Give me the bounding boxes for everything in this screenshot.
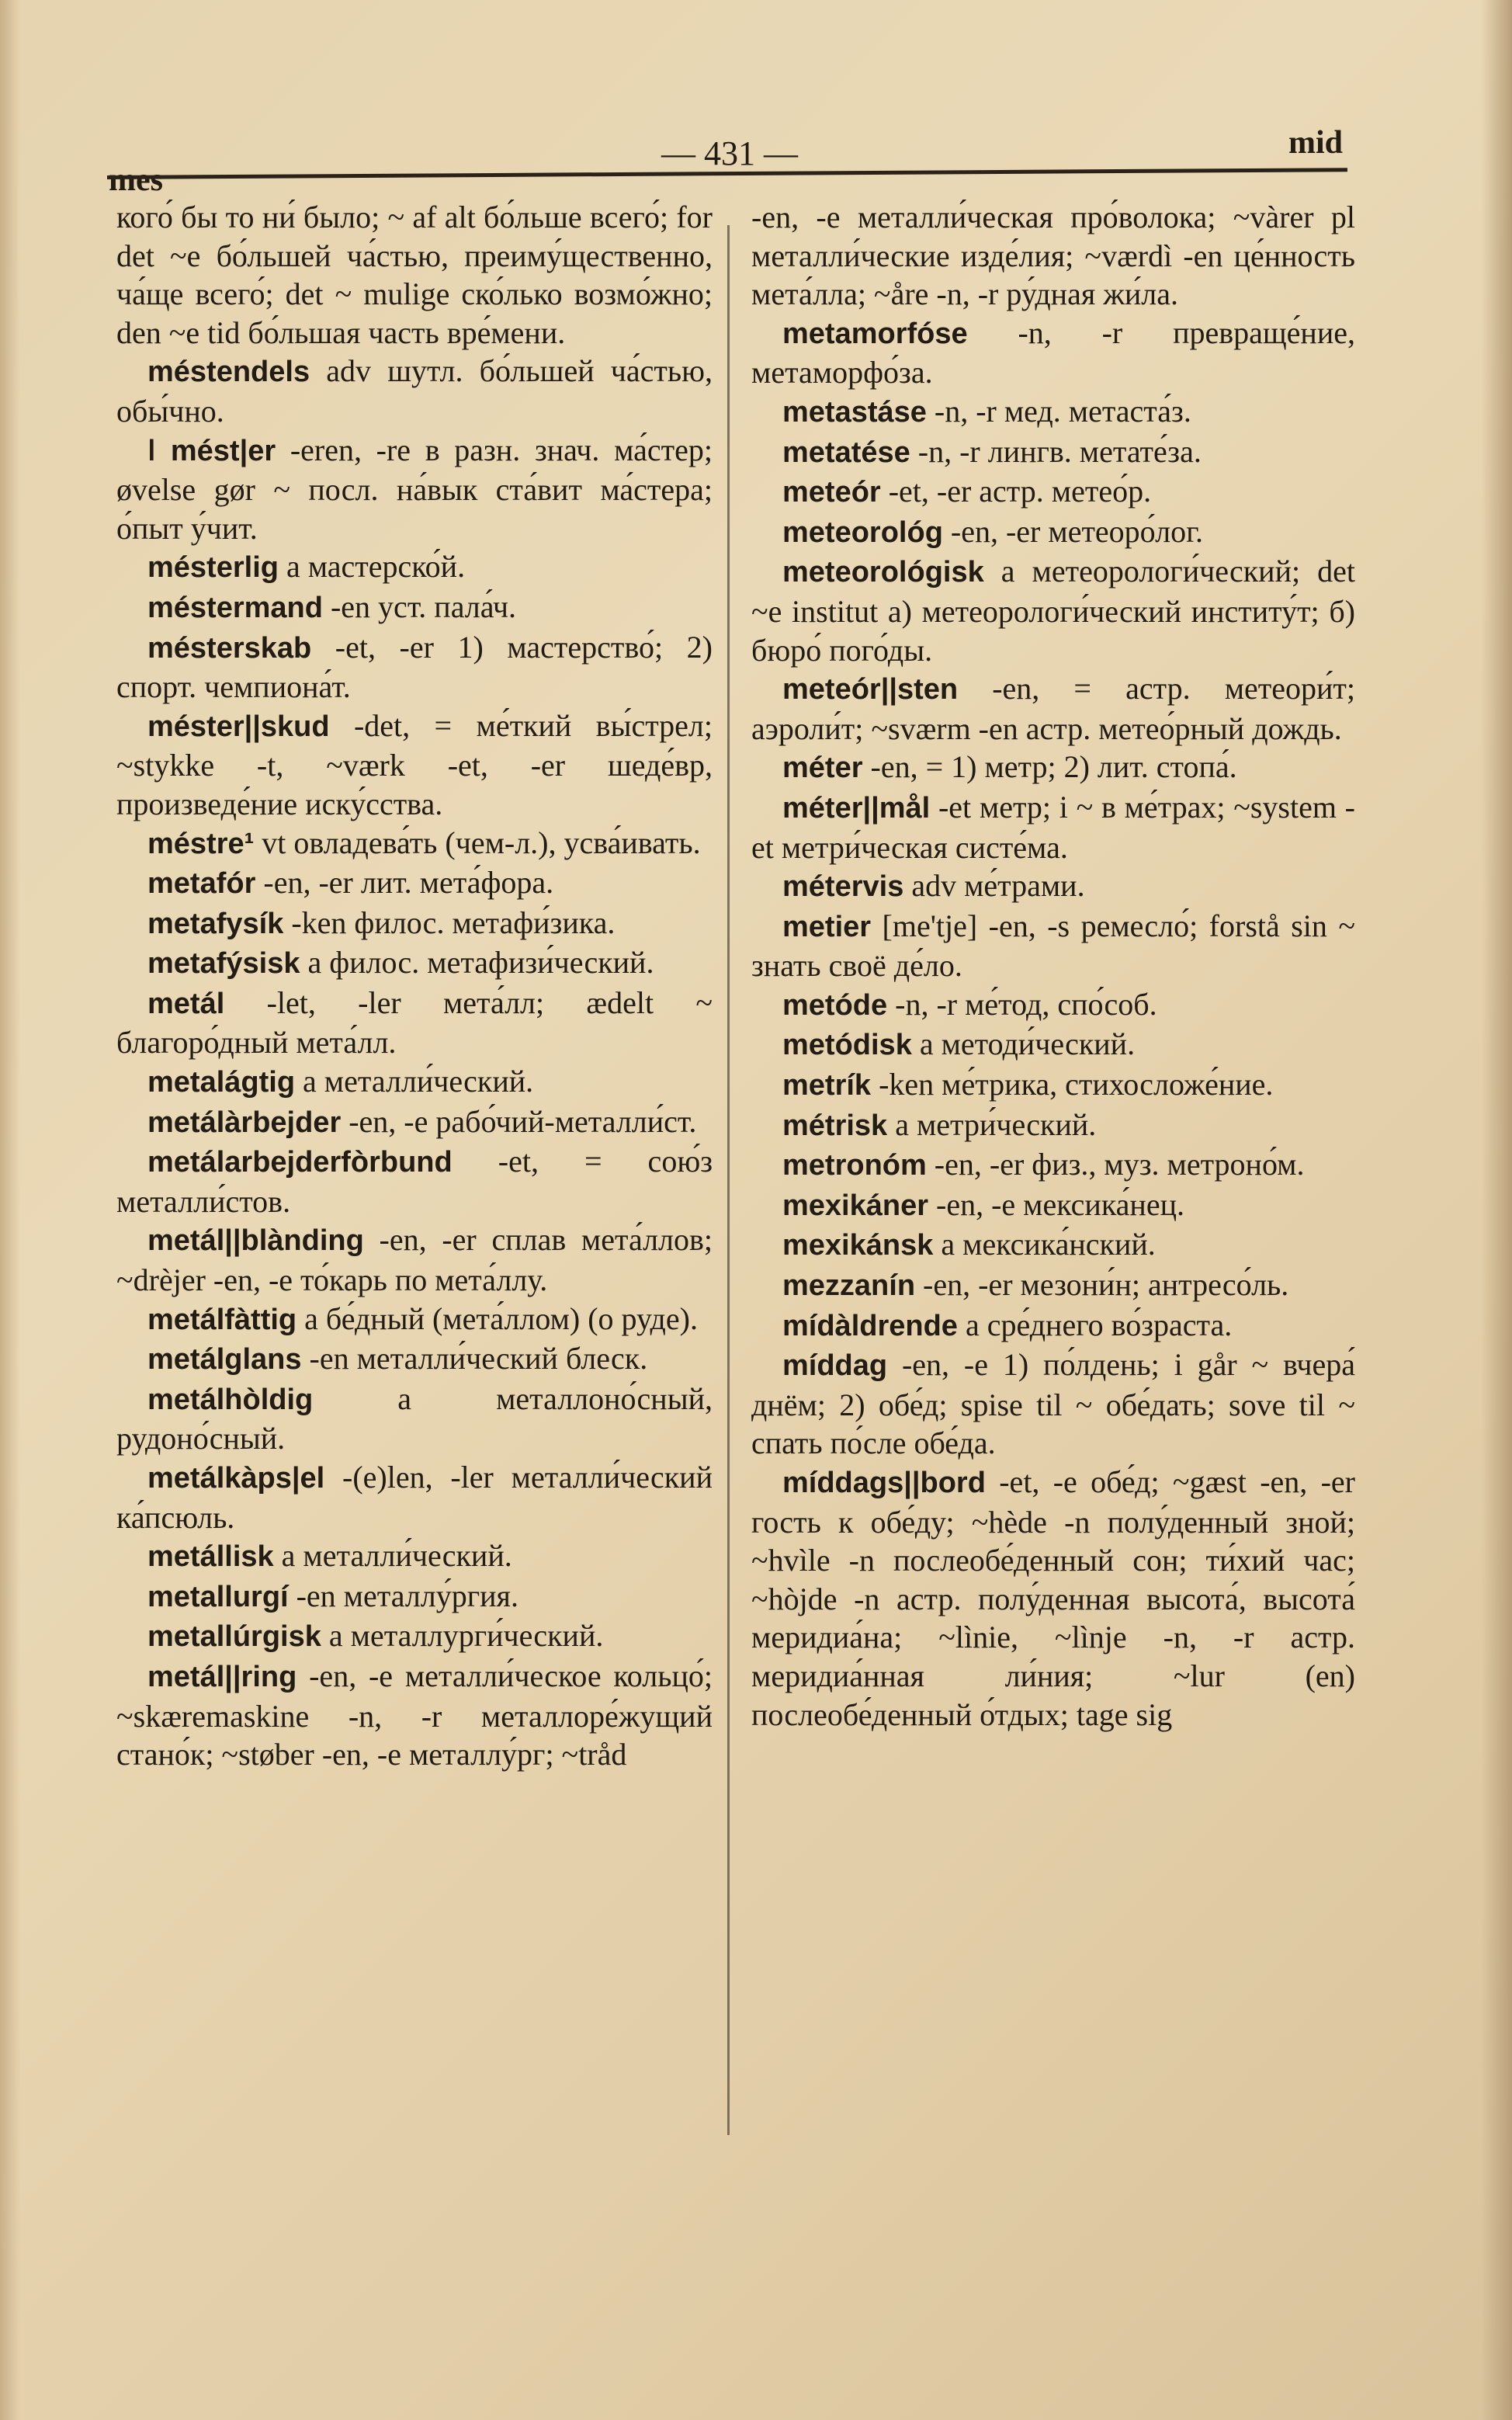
page-number: — 431 — (661, 134, 798, 172)
entry-definition: -en, -er сплав мета́ллов; ~drèjer -en, -e то́карь по мета́ллу. (116, 1222, 713, 1298)
entry-headword: ǀ mést|er (147, 434, 276, 467)
column-divider (727, 225, 730, 2135)
entry-headword: méster||skud (147, 710, 330, 743)
entry-definition: -en, -er метеоро́лог. (942, 513, 1204, 549)
entry-definition: a бе́дный (мета́ллом) (о руде). (297, 1300, 698, 1336)
entry-definition: -eren, -re в разн. знач. ма́стер; øvelse gør ~ посл. на́вык ста́вит ма́стера; о́пыт у́чит. (116, 432, 713, 546)
entry-headword: meteór||sten (782, 673, 959, 707)
entry-headword: metálglans (147, 1343, 302, 1377)
entry-headword: meteorológ (782, 516, 943, 549)
entry-definition: -et, = сою́з металли́стов. (116, 1144, 713, 1219)
entry-definition: a методи́ческий. (911, 1026, 1136, 1062)
entry-headword: mexikáner (782, 1189, 929, 1222)
dictionary-entry (116, 1339, 713, 1380)
entry-definition: -en, -e рабо́чий-металли́ст. (341, 1103, 697, 1139)
dictionary-entry (751, 472, 1355, 512)
dictionary-entry (116, 1536, 713, 1577)
left-column (116, 198, 713, 1774)
entry-definition: -et, -er 1) мастерство́; 2) спорт. чемпиона́т. (116, 629, 713, 705)
entry-definition: кого́ бы то ни́ было; ~ af alt бо́льше всего́; for det ~e бо́льшей ча́стью, преиму́щественно, ча́ще всего́; det ~ mulige ско́лько возмо́жно; den ~e tid бо́льшая часть вре́мени. (116, 200, 713, 350)
entry-headword: meteór (782, 476, 881, 509)
header-left-guide-word: mes (109, 162, 163, 198)
entry-definition: -en, -e мексика́нец. (928, 1186, 1184, 1222)
dictionary-entry (751, 392, 1355, 432)
dictionary-entry (751, 512, 1355, 553)
dictionary-entry (751, 1345, 1355, 1463)
entry-headword: metafýsisk (147, 947, 300, 981)
entry-definition: -et, -er астр. метео́р. (880, 474, 1152, 509)
dictionary-entry (116, 1142, 713, 1220)
dictionary-entry (116, 1300, 713, 1340)
entry-headword: metálhòldig (147, 1383, 314, 1416)
entry-headword: méstermand (147, 591, 323, 624)
entry-headword: metrík (782, 1069, 872, 1102)
entry-headword: míddag (782, 1349, 888, 1383)
dictionary-entry (116, 628, 713, 707)
entry-definition: a сре́днего во́зраста. (957, 1307, 1233, 1342)
entry-headword: metatése (782, 436, 910, 469)
entry-headword: méter (782, 752, 863, 785)
entry-headword: metafysík (147, 907, 284, 940)
dictionary-entry (116, 1657, 713, 1774)
entry-headword: metálarbejderfòrbund (147, 1146, 453, 1179)
entry-definition: a метеорологи́ческий; det ~e institut а) метеорологи́ческий институ́т; б) бюро́ пого́ды. (751, 554, 1355, 668)
dictionary-entry (116, 943, 713, 984)
dictionary-entry (116, 904, 713, 944)
entry-definition: -ken ме́трика, стихосложе́ние. (871, 1067, 1274, 1102)
dictionary-entry (751, 669, 1355, 748)
entry-headword: metálfàttig (147, 1303, 297, 1336)
entry-definition: -en, = астр. метеори́т; аэроли́т; ~sværm -en астр. метео́рный дождь. (751, 671, 1355, 746)
entry-definition: -en, -er лит. мета́фора. (255, 865, 554, 901)
entry-headword: metallúrgisk (147, 1620, 321, 1654)
dictionary-entry (116, 1062, 713, 1102)
entry-definition: -en, -e металли́ческая про́волока; ~vàrer pl металли́ческие изде́лия; ~værdì -en це́нность мета́лла; ~åre -n, -r ру́дная жи́ла. (751, 200, 1355, 312)
entry-definition: -en металли́ческий блеск. (301, 1341, 648, 1377)
entry-definition: -et метр; i ~ в ме́трах; ~system -et метри́ческая систе́ма. (751, 789, 1355, 865)
right-column (751, 198, 1355, 1734)
dictionary-entry (751, 1266, 1355, 1306)
entry-definition: -n, -r превраще́ние, метаморфо́за. (751, 314, 1355, 391)
dictionary-entry (116, 1577, 713, 1617)
entry-headword: mésterskab (147, 631, 312, 665)
dictionary-entry (116, 1380, 713, 1458)
entry-definition: a металлоно́сный, рудоно́сный. (116, 1380, 713, 1457)
entry-headword: metállisk (147, 1540, 274, 1574)
dictionary-entry (116, 863, 713, 904)
entry-headword: metier (782, 910, 872, 943)
dictionary-entry (116, 198, 713, 352)
entry-headword: metastáse (782, 395, 927, 429)
entry-headword: metóde (782, 988, 888, 1022)
dictionary-entry (751, 198, 1355, 314)
dictionary-entry (751, 866, 1355, 907)
entry-headword: méstre¹ (147, 827, 255, 860)
dictionary-entry (751, 1186, 1355, 1226)
dictionary-entry (751, 1025, 1355, 1065)
entry-definition: -n, -r ме́тод, спо́соб. (887, 986, 1157, 1022)
dictionary-entry (116, 984, 713, 1062)
entry-definition: -en, -er физ., муз. метроно́м. (926, 1147, 1305, 1182)
entry-headword: méter||mål (782, 791, 931, 825)
header-right-guide-word: mid (1288, 125, 1343, 161)
dictionary-entry (751, 1306, 1355, 1346)
entry-headword: mídàldrende (782, 1309, 958, 1342)
dictionary-entry (116, 1102, 713, 1143)
page-edge-shadow-right (1481, 0, 1512, 2420)
entry-headword: mezzanín (782, 1269, 916, 1303)
entry-definition: -n, -r лингв. метате́за. (910, 433, 1202, 469)
entry-definition: a металли́ческий. (295, 1064, 534, 1099)
entry-headword: méstendels (147, 356, 310, 389)
entry-definition: adv шутл. бо́льшей ча́стью, обы́чно. (116, 353, 713, 429)
entry-headword: métrisk (782, 1109, 888, 1142)
dictionary-entry (751, 788, 1355, 866)
entry-definition: a металлурги́ческий. (321, 1618, 604, 1654)
entry-definition: -et, -e обе́д; ~gæst -en, -er гость к обе́ду; ~hède -n полу́денный зной; ~hvìle -n послеобе́денный сон; ти́хий час; ~hòjde -n астр. полу́денная высота́, высота́ меридиа́на; ~lìnie, ~lìnje -n, -r астр. меридиа́нная ли́ния; ~lur (en) послеобе́денный о́тдых; tage sig (751, 1464, 1355, 1732)
entry-definition: a метри́ческий. (887, 1106, 1097, 1142)
entry-definition: -en металлу́ргия. (288, 1578, 518, 1613)
entry-headword: metál (147, 987, 225, 1020)
entry-definition: -let, -ler мета́лл; ædelt ~ благоро́дный мета́лл. (116, 984, 713, 1061)
entry-definition: a мексика́нский. (933, 1227, 1156, 1262)
dictionary-entry (751, 1145, 1355, 1186)
dictionary-entry (751, 1463, 1355, 1734)
dictionary-entry (751, 985, 1355, 1026)
entry-definition: adv ме́трами. (903, 868, 1085, 904)
dictionary-entry (116, 352, 713, 430)
dictionary-entry (116, 824, 713, 864)
entry-definition: a мастерско́й. (278, 549, 466, 585)
entry-headword: métervis (782, 870, 904, 904)
entry-definition: -ken филос. метафи́зика. (283, 904, 616, 940)
entry-definition: -en уст. пала́ч. (322, 589, 517, 624)
dictionary-entry (116, 431, 713, 548)
entry-headword: mexikánsk (782, 1229, 934, 1262)
dictionary-entry (116, 1458, 713, 1536)
entry-headword: metallurgí (147, 1580, 289, 1613)
entry-headword: metalágtig (147, 1066, 296, 1099)
entry-headword: meteorológisk (782, 556, 984, 589)
dictionary-entry (116, 1616, 713, 1657)
entry-definition: [me'tje] -en, -s ремесло́; forstå sin ~ знать своё де́ло. (751, 908, 1355, 984)
entry-definition: -det, = ме́ткий вы́стрел; ~stykke -t, ~værk -et, -er шеде́вр, произведе́ние иску́сства. (116, 707, 713, 821)
entry-headword: mésterlig (147, 551, 279, 585)
entry-headword: metamorfóse (782, 317, 968, 350)
entry-headword: metafór (147, 867, 256, 901)
entry-headword: metódisk (782, 1029, 912, 1062)
entry-definition: -en, -e 1) по́лдень; i går ~ вчера́ днём; 2) обе́д; spise til ~ обе́дать; sove til ~ спать по́сле обе́да. (751, 1347, 1355, 1461)
entry-definition: -en, = 1) метр; 2) лит. стопа́. (862, 749, 1237, 785)
entry-headword: metál||ring (147, 1660, 297, 1693)
dictionary-entry (116, 707, 713, 824)
dictionary-entry (751, 1106, 1355, 1146)
dictionary-entry (751, 552, 1355, 669)
dictionary-entry (116, 588, 713, 628)
entry-headword: metálkàps|el (147, 1462, 325, 1495)
dictionary-entry (751, 1065, 1355, 1106)
dictionary-entry (116, 1220, 713, 1299)
dictionary-entry (751, 748, 1355, 788)
dictionary-entry (751, 432, 1355, 473)
dictionary-entry (116, 547, 713, 588)
entry-headword: metál||blànding (147, 1224, 364, 1258)
entry-headword: míddags||bord (782, 1467, 986, 1499)
entry-definition: -n, -r мед. метаста́з. (926, 393, 1191, 429)
entry-headword: metálàrbejder (147, 1106, 342, 1139)
dictionary-entry (751, 314, 1355, 392)
entry-definition: a филос. метафизи́ческий. (300, 945, 654, 981)
entry-headword: metronóm (782, 1149, 927, 1182)
entry-definition: -en, -e металли́ческое кольцо́; ~skæremaskine -n, -r металлоре́жущий стано́к; ~støber -en, -e металлу́рг; ~tråd (116, 1658, 713, 1772)
entry-definition: vt овладева́ть (чем-л.), усва́ивать. (254, 825, 701, 860)
entry-definition: -(e)len, -ler металли́ческий ка́псюль. (116, 1460, 713, 1535)
entry-definition: -en, -er мезони́н; антресо́ль. (915, 1267, 1289, 1303)
dictionary-entry (751, 1225, 1355, 1266)
entry-definition: a металли́ческий. (273, 1538, 512, 1574)
dictionary-entry (751, 907, 1355, 985)
page-edge-shadow-left (0, 0, 20, 2420)
